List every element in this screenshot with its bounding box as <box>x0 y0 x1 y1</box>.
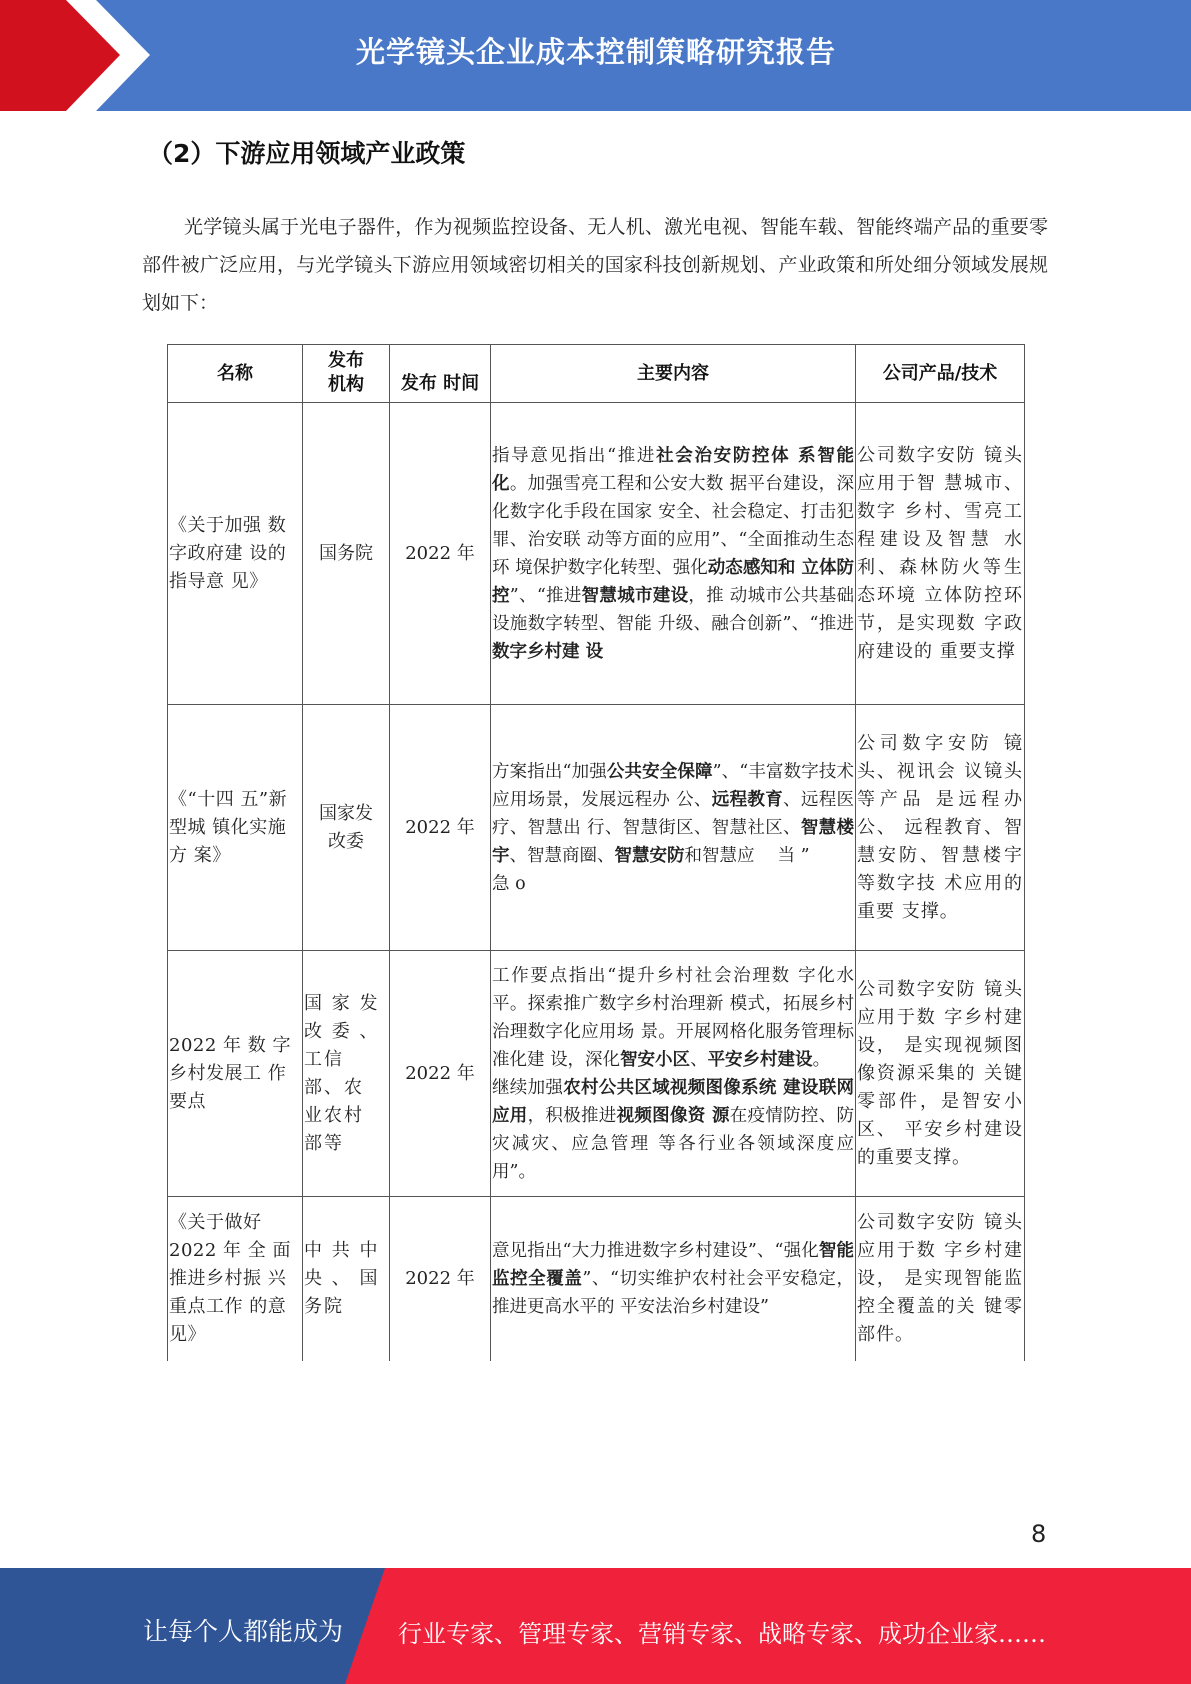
policy-org: 中 共 中 央 、 国 务院 <box>303 1197 390 1361</box>
table-row <box>168 951 1025 1197</box>
table-row <box>168 705 1025 951</box>
policy-name: 《关于加强 数字政府建 设的指导意 见》 <box>168 403 303 705</box>
report-title: 光学镜头企业成本控制策略研究报告 <box>356 35 837 69</box>
content-text: 在疫情防控、防灾减灾、应急管理 等各行业各领域深度应用”。 <box>492 1105 855 1182</box>
content-text: 急 o <box>492 873 526 894</box>
company-product: 公司数字安防 镜头、视讯会 议镜头等产品 是远程办公、 远程教育、智 慧安防、智慧楼宇等数字技 术应用的重要 支撑。 <box>856 705 1025 951</box>
content-bold: 智慧楼 宇 <box>492 817 855 866</box>
content-text: 。 <box>812 1049 831 1070</box>
table-header-row <box>168 345 1025 403</box>
content-bold: 智慧安防 <box>614 845 685 866</box>
policy-org-text: 国家发改委 <box>319 802 373 852</box>
company-product: 公司数字安防 镜头应用于数 字乡村建设， 是实现智能监 控全覆盖的关 键零部件。 <box>856 1197 1025 1361</box>
footer-slogan-left: 让每个人都能成为 <box>143 1617 344 1646</box>
content-bold: 社会治安防控体 系智能化 <box>492 445 855 494</box>
policy-table <box>167 344 1025 1361</box>
company-product: 公司数字安防 镜头应用于数 字乡村建设， 是实现视频图 像资源采集的 关键零部件，是智安小区、 平安乡村建设 的重要支撑。 <box>856 951 1025 1197</box>
content-text: 。加强雪亮工程和公安大数 据平台建设，深化数字化手段在国家 安全、社会稳定、打击犯罪、治安联 动等方面的应用”、“全面推动生态环 境保护数字化转型、强化 <box>492 473 855 578</box>
policy-org: 国务院 <box>303 403 390 705</box>
header-product: 公司产品/技术 <box>856 345 1025 403</box>
section-title: （2）下游应用领域产业政策 <box>148 139 466 168</box>
company-product: 公司数字安防 镜头应用于智 慧城市、数字 乡村、雪亮工 程建设及智慧 水利、森林防火等生态环境 立体防控环 节，是实现数 字政府建设的 重要支撑 <box>856 403 1025 705</box>
content-text: 方案指出“加强 <box>492 761 607 782</box>
content-bold: 智能监控全覆盖 <box>492 1240 855 1289</box>
content-bold: 数字乡村建 设 <box>492 641 604 662</box>
content-bold: 智安小区 <box>620 1049 691 1070</box>
content-bold: 平安乡村建设 <box>707 1049 813 1070</box>
policy-content <box>491 403 856 705</box>
page-number: 8 <box>1031 1520 1047 1548</box>
policy-time: 2022 年 <box>390 951 491 1197</box>
content-text: 、智慧商圈、 <box>509 845 615 866</box>
content-text: ”、“丰富数字技术应用场景，发展远程办 公、 <box>492 761 854 810</box>
intro-paragraph: 光学镜头属于光电子器件，作为视频监控设备、无人机、激光电视、智能车载、智能终端产品的重要零部件被广泛应用，与光学镜头下游应用领域密切相关的国家科技创新规划、产业政策和所处细分领域发展规划如下： <box>142 216 1048 314</box>
content-text: 指导意见指出“推进 <box>492 445 657 466</box>
content-bold: 动态感知和 立体防控 <box>492 557 855 606</box>
content-text: ”、“推进 <box>509 585 582 606</box>
content-bold: 公共安全保障 <box>606 761 713 782</box>
content-text: 意见指出“大力推进数字乡村建设”、“强化 <box>492 1240 819 1261</box>
content-text: ”、“切实维护农村社会平安稳定，推进更高水平的 平安法治乡村建设” <box>492 1268 854 1317</box>
footer-slogan-right: 行业专家、管理专家、营销专家、战略专家、成功企业家…… <box>398 1620 1046 1648</box>
header-banner <box>0 0 1191 111</box>
content-bold: 农村公共区域视频图像系统 建设联网应用 <box>492 1077 855 1126</box>
content-text: 继续加强 <box>492 1077 564 1098</box>
content-bold: 远程教育 <box>711 789 784 810</box>
table-row <box>168 403 1025 705</box>
content-text: 、 <box>690 1049 708 1070</box>
footer-banner <box>0 1568 1191 1684</box>
policy-time: 2022 年 <box>390 1197 491 1361</box>
content-bold: 视频图像资 源 <box>616 1105 730 1126</box>
content-text: 、远程医疗、智慧出 行、智慧街区、智慧社区、 <box>492 789 855 838</box>
table-row <box>168 1197 1025 1361</box>
policy-name: 《关于做好2022 年 全 面推进乡村振 兴重点工作 的意见》 <box>168 1197 303 1361</box>
policy-content <box>491 705 856 951</box>
content-text: ，积极推进 <box>527 1105 617 1126</box>
header-org <box>303 345 390 403</box>
content-text: ，推 动城市公共基础设施数字转型、智能 升级、融合创新”、“推进 <box>492 585 855 634</box>
content-bold: 智慧城市建设 <box>581 585 689 606</box>
policy-time: 2022 年 <box>390 705 491 951</box>
policy-name: 2022 年 数 字乡村发展工 作要点 <box>168 951 303 1197</box>
policy-name: 《“十四 五”新型城 镇化实施方 案》 <box>168 705 303 951</box>
header-content: 主要内容 <box>491 345 856 403</box>
header-org-text: 发布机构 <box>328 349 364 395</box>
policy-org: 国 家 发 改 委 、工信 部、农 业农村 部等 <box>303 951 390 1197</box>
content-text: 和智慧应 当 ” <box>684 845 810 866</box>
policy-content <box>491 951 856 1197</box>
header-time: 发布 时间 <box>390 345 491 403</box>
header-name: 名称 <box>168 345 303 403</box>
content-text: 工作要点指出“提升乡村社会治理数 字化水平。探索推广数字乡村治理新 模式，拓展乡村治理数字化应用场 景。开展网格化服务管理标准化建 设，深化 <box>492 965 854 1070</box>
policy-org <box>303 705 390 951</box>
policy-content <box>491 1197 856 1361</box>
policy-time: 2022 年 <box>390 403 491 705</box>
